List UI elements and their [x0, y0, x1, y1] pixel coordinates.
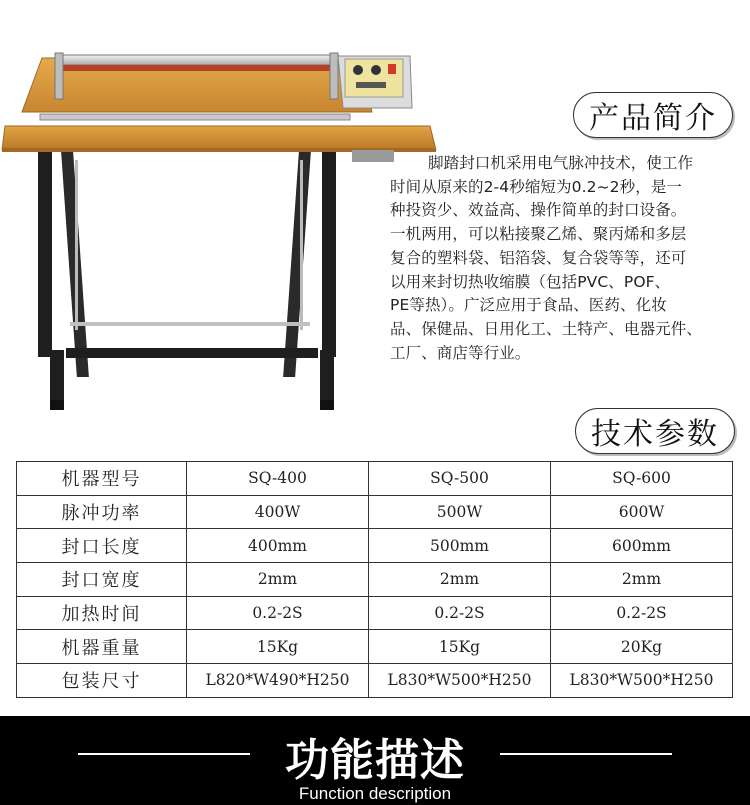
table-row: [17, 529, 733, 563]
table-row: [17, 563, 733, 597]
function-description-banner: [0, 716, 750, 805]
spec-value: 2mm: [369, 563, 551, 597]
spec-label: 封口长度: [17, 529, 187, 563]
spec-value: 0.2-2S: [369, 596, 551, 630]
foot-sealer-machine-image: [0, 50, 440, 415]
intro-section-title: [573, 92, 733, 138]
spec-title-text: 技术参数: [591, 417, 719, 452]
intro-line: 时间从原来的2-4秒缩短为0.2~2秒，是一: [390, 177, 683, 196]
spec-value: 400W: [187, 495, 369, 529]
intro-line: 复合的塑料袋、铝箔袋、复合袋等等，还可: [390, 248, 687, 267]
spec-value: 400mm: [187, 529, 369, 563]
spec-value: 0.2-2S: [187, 596, 369, 630]
spec-value: L830*W500*H250: [551, 664, 733, 698]
intro-line: 以用来封切热收缩膜（包括PVC、POF、: [390, 272, 671, 291]
spec-label: 机器重量: [17, 630, 187, 664]
banner-title: 功能描述: [285, 735, 465, 786]
spec-value: 15Kg: [369, 630, 551, 664]
spec-value: 600mm: [551, 529, 733, 563]
intro-line: 种投资少、效益高、操作简单的封口设备。: [390, 201, 687, 220]
intro-line: PE等热）。广泛应用于食品、医药、化妆: [390, 296, 667, 315]
spec-value: 2mm: [551, 563, 733, 597]
intro-line: 工厂、商店等行业。: [390, 343, 531, 362]
spec-value: SQ-500: [369, 462, 551, 496]
spec-value: 20Kg: [551, 630, 733, 664]
spec-value: 15Kg: [187, 630, 369, 664]
table-row: [17, 596, 733, 630]
table-row: [17, 630, 733, 664]
spec-label: 机器型号: [17, 462, 187, 496]
table-row: [17, 462, 733, 496]
spec-value: SQ-600: [551, 462, 733, 496]
spec-value: L830*W500*H250: [369, 664, 551, 698]
table-row: [17, 495, 733, 529]
product-intro-text: [390, 152, 750, 365]
intro-line: 脚踏封口机采用电气脉冲技术，使工作: [428, 154, 694, 172]
spec-value: 2mm: [187, 563, 369, 597]
intro-title-text: 产品简介: [589, 101, 717, 136]
spec-label: 脉冲功率: [17, 495, 187, 529]
spec-value: 500mm: [369, 529, 551, 563]
spec-label: 包装尺寸: [17, 664, 187, 698]
spec-section-title: [575, 408, 735, 454]
spec-label: 加热时间: [17, 596, 187, 630]
spec-value: 500W: [369, 495, 551, 529]
banner-subtitle: Function description: [298, 784, 452, 803]
spec-value: L820*W490*H250: [187, 664, 369, 698]
table-row: [17, 664, 733, 698]
spec-value: 0.2-2S: [551, 596, 733, 630]
intro-line: 品、保健品、日用化工、土特产、电器元件、: [390, 319, 703, 338]
intro-line: 一机两用，可以粘接聚乙烯、聚丙烯和多层: [390, 225, 687, 244]
spec-value: 600W: [551, 495, 733, 529]
spec-label: 封口宽度: [17, 563, 187, 597]
spec-value: SQ-400: [187, 462, 369, 496]
spec-table: [16, 461, 733, 698]
